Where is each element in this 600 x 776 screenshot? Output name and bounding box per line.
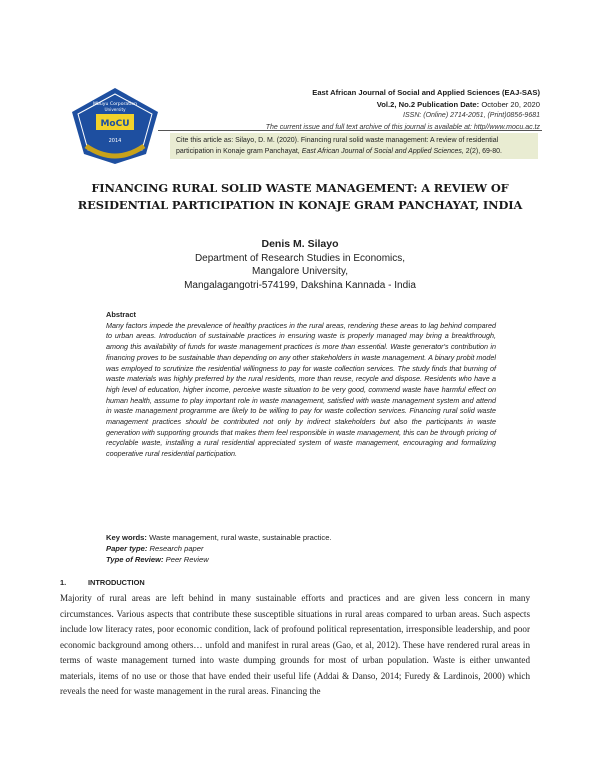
logo-year-text: 2014 bbox=[108, 138, 122, 144]
keywords-section bbox=[106, 532, 506, 565]
citation-text: Cite this article as: Silayo, D. M. (2020). Financing rural solid waste management: A review of residential participation in Konaje gram Panchayat, bbox=[176, 137, 499, 155]
citation-journal: East African Journal of Social and Applied Sciences, bbox=[301, 147, 464, 155]
issn-line: ISSN: (Online) 2714-2051, (Print)0856-9681 bbox=[403, 112, 540, 119]
keywords-label: Key words: bbox=[106, 533, 147, 542]
archive-prefix: The current issue and full text archive of this journal is available at: bbox=[265, 123, 472, 131]
paper-title bbox=[60, 180, 540, 214]
logo-sub-text: University bbox=[104, 107, 126, 112]
volume-issue: Vol.2, No.2 Publication Date: bbox=[376, 99, 480, 109]
title-line-2: RESIDENTIAL PARTICIPATION IN KONAJE GRAM PANCHAYAT, INDIA bbox=[77, 198, 523, 212]
journal-header bbox=[266, 87, 540, 133]
logo-center-text: MoCU bbox=[100, 119, 130, 129]
paper-type-value: Research paper bbox=[149, 544, 204, 553]
section-title: INTRODUCTION bbox=[88, 578, 145, 587]
author-block bbox=[120, 238, 480, 292]
abstract-section bbox=[106, 310, 496, 460]
citation-pages: 2(2), 69-80. bbox=[465, 147, 502, 155]
keywords-value: Waste management, rural waste, sustainable practice. bbox=[149, 533, 332, 542]
abstract-heading: Abstract bbox=[106, 310, 136, 319]
author-university: Mangalore University, bbox=[252, 266, 348, 277]
archive-line bbox=[266, 122, 540, 134]
review-type-line bbox=[106, 554, 506, 565]
publication-date: October 20, 2020 bbox=[481, 99, 540, 109]
archive-link[interactable]: http//www.mocu.ac.tz bbox=[473, 123, 540, 131]
introduction-body: Majority of rural areas are left behind in many sustainable efforts and practices and are given less concern in many circumstances. Various aspects that contribute these susceptible situations in rural areas compared to urban areas. Such aspects include low literacy rates, poor economic condition, lack of profound political representation, irresponsible leadership, and poor economic background among others… unfold and manifest in rural areas (Gao, et al, 2012). These have rendered rural areas in terms of waste management turned into waste dumping grounds for most of urban population. Waste is either unwanted materials, items of no use or those that have ended their useful life (Addai & Danso, 2014; Furedy & Lardinois, 2000) which reveals the need for waste management in the rural areas. Financing the bbox=[60, 593, 530, 696]
publication-info bbox=[266, 99, 540, 111]
citation-box bbox=[170, 133, 538, 159]
author-name: Denis M. Silayo bbox=[261, 238, 339, 250]
review-type-label: Type of Review: bbox=[106, 555, 164, 564]
title-line-1: FINANCING RURAL SOLID WASTE MANAGEMENT: A REVIEW OF bbox=[91, 181, 509, 195]
author-address: Mangalagangotri-574199, Dakshina Kannada - India bbox=[184, 279, 416, 291]
header-divider bbox=[158, 130, 542, 131]
keywords-line bbox=[106, 532, 506, 543]
section-number: 1. bbox=[60, 578, 67, 587]
section-heading-introduction bbox=[60, 578, 145, 587]
paper-type-label: Paper type: bbox=[106, 544, 148, 553]
review-type-value: Peer Review bbox=[165, 555, 209, 564]
paper-type-line bbox=[106, 543, 506, 554]
logo-top-text: Mbuyu Corporation bbox=[92, 102, 138, 107]
journal-name: East African Journal of Social and Applied Sciences (EAJ-SAS) bbox=[312, 88, 540, 97]
university-seal-logo bbox=[66, 86, 164, 166]
abstract-text: Many factors impede the prevalence of healthy practices in the rural areas, rendering these areas to lag behind compared to urban areas. Introduction of sustainable practices in ensuring waste is properly managed may bring a breakthrough, among this availability of funds for waste management practices is more than essential. Waste generator's contribution in financing proves to be sustainable than depending on any other stakeholders in waste management. A binary probit model was employed to scrutinize the residential willingness to pay for waste collection services. The study finds that burning of waste materials was highly preferred by the rural residents, more than reuse, recycle and dispose. Residents who have a high level of education, higher income, perceive waste situation to be very good, commend waste have harmful effect on human health, assume to play important role in waste management, satisfied with waste management system and attend in waste management programme are likely to be willing to pay for waste collection services. Financing rural solid waste management practices should be contributed not only by indirect stakeholders but also the participants in waste generation with supporting grounds that makes them feel responsible in waste management, this can be through pricing of recyclable waste, installing a rural residential appreciated system of waste management, encouraging and formalizing cooperative rural residential participation. bbox=[106, 320, 496, 459]
author-department: Department of Research Studies in Economics, bbox=[194, 252, 406, 264]
